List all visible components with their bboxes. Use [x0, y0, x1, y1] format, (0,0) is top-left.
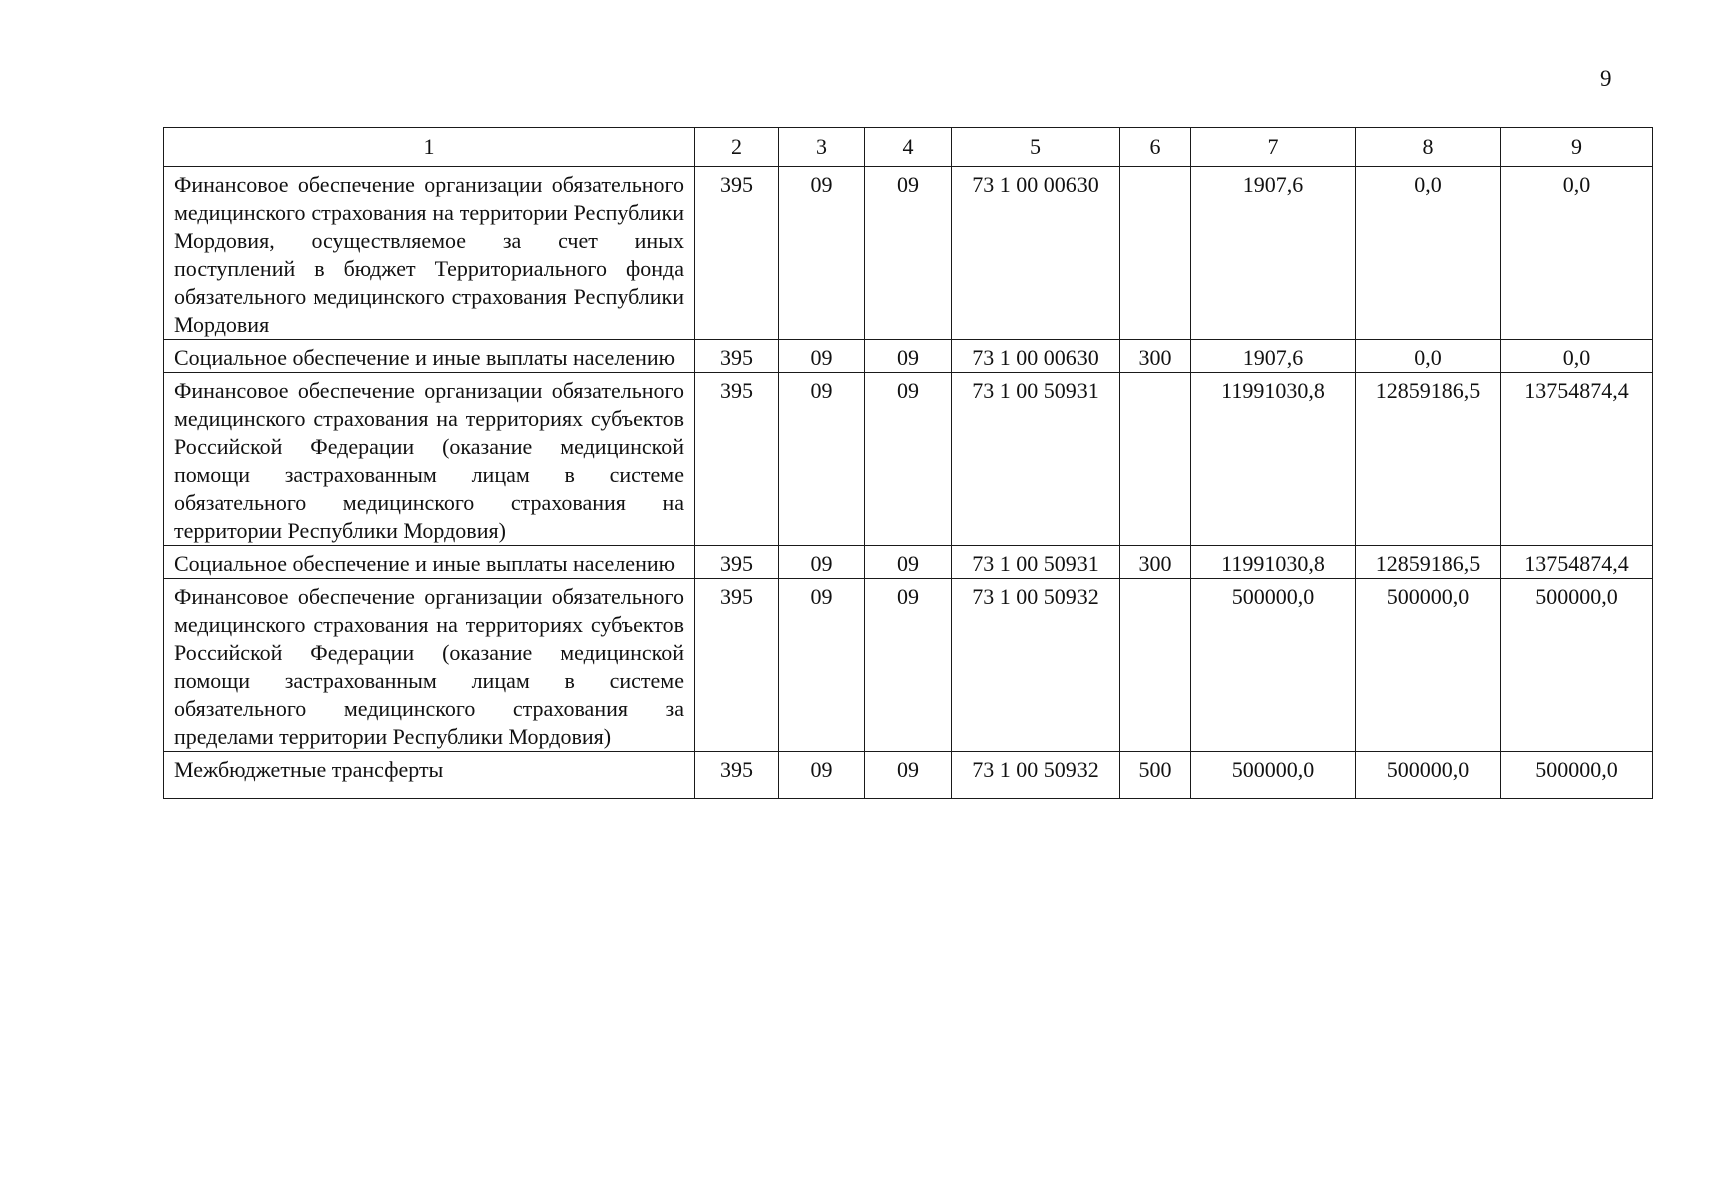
- table-row: [164, 579, 1653, 752]
- row-col-3: 09: [779, 340, 865, 373]
- row-col-3: 09: [779, 546, 865, 579]
- row-col-7: 500000,0: [1191, 579, 1356, 752]
- header-col-3: 3: [779, 128, 865, 167]
- row-col-3: 09: [779, 579, 865, 752]
- row-col-4: 09: [865, 340, 952, 373]
- row-col-5: 73 1 00 00630: [952, 167, 1120, 340]
- row-col-9: 13754874,4: [1501, 373, 1653, 546]
- header-col-6: 6: [1120, 128, 1191, 167]
- header-col-4: 4: [865, 128, 952, 167]
- row-col-4: 09: [865, 546, 952, 579]
- row-col-4: 09: [865, 579, 952, 752]
- row-col-9: 0,0: [1501, 340, 1653, 373]
- header-col-1: 1: [164, 128, 695, 167]
- page-number: 9: [1600, 66, 1612, 91]
- row-col-4: 09: [865, 167, 952, 340]
- row-col-6: 500: [1120, 752, 1191, 799]
- row-col-5: 73 1 00 00630: [952, 340, 1120, 373]
- row-col-4: 09: [865, 752, 952, 799]
- row-col-7: 11991030,8: [1191, 546, 1356, 579]
- row-col-6: 300: [1120, 546, 1191, 579]
- row-col-2: 395: [695, 752, 779, 799]
- row-col-6: [1120, 373, 1191, 546]
- row-col-8: 0,0: [1356, 167, 1501, 340]
- row-description: Социальное обеспечение и иные выплаты населению: [164, 546, 695, 579]
- table-header: [164, 128, 1653, 167]
- row-col-5: 73 1 00 50932: [952, 579, 1120, 752]
- table-row: [164, 167, 1653, 340]
- row-col-8: 0,0: [1356, 340, 1501, 373]
- row-col-9: 500000,0: [1501, 752, 1653, 799]
- header-col-9: 9: [1501, 128, 1653, 167]
- row-description: Финансовое обеспечение организации обязательного медицинского страхования на территории Республики Мордовия, осуществляемое за счет иных поступлений в бюджет Территориального фонда обязательного медицинского страхования Республики Мордовия: [164, 167, 695, 340]
- row-description: Межбюджетные трансферты: [164, 752, 695, 799]
- row-col-3: 09: [779, 373, 865, 546]
- row-col-3: 09: [779, 752, 865, 799]
- header-col-7: 7: [1191, 128, 1356, 167]
- row-col-8: 12859186,5: [1356, 373, 1501, 546]
- header-col-8: 8: [1356, 128, 1501, 167]
- table-row: [164, 373, 1653, 546]
- row-col-2: 395: [695, 546, 779, 579]
- row-col-2: 395: [695, 340, 779, 373]
- row-col-8: 500000,0: [1356, 752, 1501, 799]
- table-row: [164, 546, 1653, 579]
- row-description: Социальное обеспечение и иные выплаты населению: [164, 340, 695, 373]
- row-col-5: 73 1 00 50931: [952, 373, 1120, 546]
- table-row: [164, 752, 1653, 799]
- row-description: Финансовое обеспечение организации обязательного медицинского страхования на территориях субъектов Российской Федерации (оказание медицинской помощи застрахованным лицам в системе обязательного медицинского страхования на территории Республики Мордовия): [164, 373, 695, 546]
- row-col-2: 395: [695, 167, 779, 340]
- row-col-7: 1907,6: [1191, 167, 1356, 340]
- header-col-5: 5: [952, 128, 1120, 167]
- header-col-2: 2: [695, 128, 779, 167]
- row-col-8: 12859186,5: [1356, 546, 1501, 579]
- row-col-6: [1120, 167, 1191, 340]
- table-body: [164, 167, 1653, 799]
- row-col-5: 73 1 00 50932: [952, 752, 1120, 799]
- row-col-6: 300: [1120, 340, 1191, 373]
- header-row: [164, 128, 1653, 167]
- row-col-2: 395: [695, 579, 779, 752]
- row-col-3: 09: [779, 167, 865, 340]
- row-col-5: 73 1 00 50931: [952, 546, 1120, 579]
- budget-table: [163, 127, 1653, 799]
- row-col-9: 0,0: [1501, 167, 1653, 340]
- row-col-9: 500000,0: [1501, 579, 1653, 752]
- row-col-7: 500000,0: [1191, 752, 1356, 799]
- row-description: Финансовое обеспечение организации обязательного медицинского страхования на территориях субъектов Российской Федерации (оказание медицинской помощи застрахованным лицам в системе обязательного медицинского страхования за пределами территории Республики Мордовия): [164, 579, 695, 752]
- row-col-2: 395: [695, 373, 779, 546]
- row-col-8: 500000,0: [1356, 579, 1501, 752]
- row-col-7: 11991030,8: [1191, 373, 1356, 546]
- row-col-6: [1120, 579, 1191, 752]
- table-row: [164, 340, 1653, 373]
- row-col-7: 1907,6: [1191, 340, 1356, 373]
- row-col-9: 13754874,4: [1501, 546, 1653, 579]
- row-col-4: 09: [865, 373, 952, 546]
